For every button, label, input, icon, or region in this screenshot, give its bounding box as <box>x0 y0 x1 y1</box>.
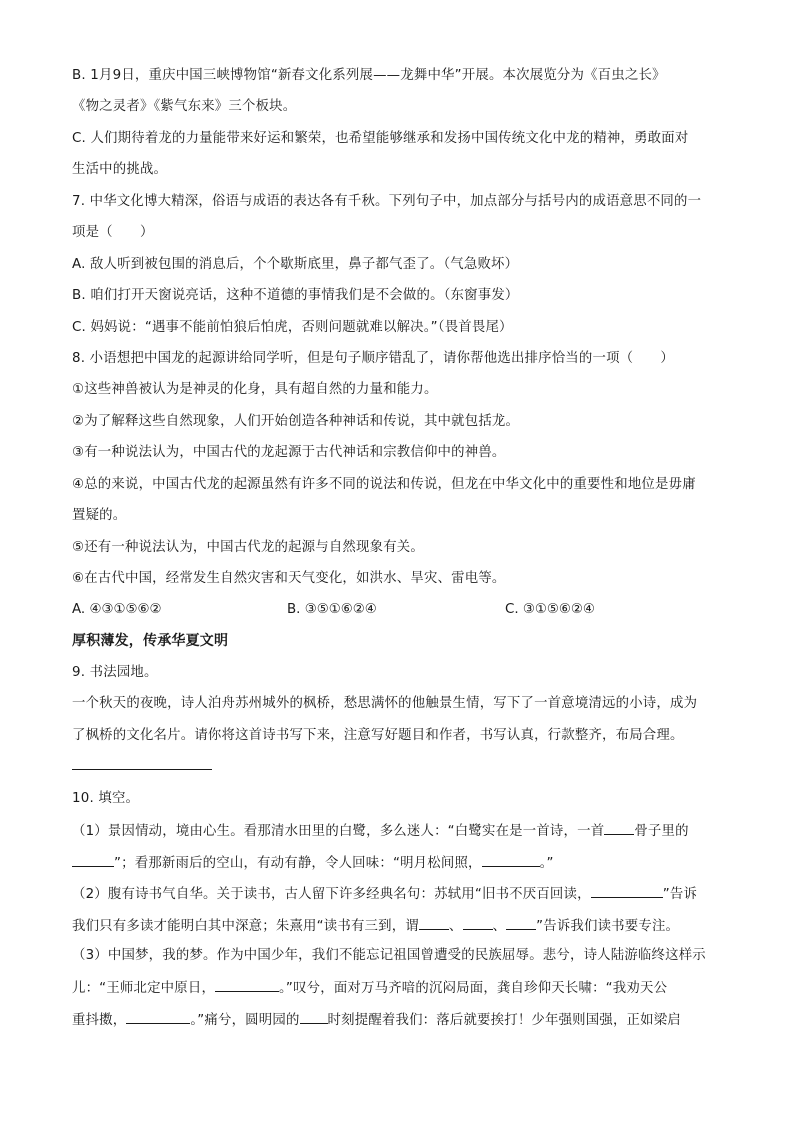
fill-3-text-b: 。”叹兮，面对万马齐喑的沉闷局面，龚自珍仰天长啸：“我劝天公 <box>279 981 668 996</box>
option-b-line-2: 《物之灵者》《紫气东来》三个板块。 <box>72 99 297 114</box>
fill-2-line-2 <box>72 915 679 937</box>
answer-blank[interactable] <box>591 883 663 898</box>
question-7-option-c: C. 妈妈说：“遇事不能前怕狼后怕虎，否则问题就难以解决。”（畏首畏尾） <box>72 320 513 335</box>
fill-1-line-1 <box>72 820 689 842</box>
fill-1-text-c: ”；看那新雨后的空山，有动有静，令人回味：“明月松间照， <box>114 856 482 871</box>
question-7-stem-line-1: 7. 中华文化博大精深，俗语与成语的表达各有千秋。下列句子中，加点部分与括号内的成语意思不同的一 <box>72 194 702 209</box>
fill-1-line-2 <box>72 852 554 874</box>
question-10-title: 10. 填空。 <box>72 791 140 806</box>
answer-blank[interactable] <box>506 915 536 930</box>
fill-2-text-b: ”告诉 <box>662 887 698 902</box>
section-heading: 厚积薄发，传承华夏文明 <box>72 633 229 649</box>
fill-3-line-1: （3）中国梦，我的梦。作为中国少年，我们不能忘记祖国曾遭受的民族屈辱。悲兮，诗人陆游临终这样示 <box>72 948 706 963</box>
fill-3-line-2 <box>72 977 667 999</box>
answer-blank[interactable] <box>482 852 540 867</box>
question-8-stem: 8. 小语想把中国龙的起源讲给同学听，但是句子顺序错乱了，请你帮他选出排序恰当的一项（ ） <box>72 351 675 366</box>
question-8-option-b: B. ③⑤①⑥②④ <box>287 602 377 617</box>
answer-blank[interactable] <box>126 1009 190 1024</box>
fill-2-text-f: ”告诉我们读书要专注。 <box>536 919 680 934</box>
fill-3-line-3 <box>72 1009 681 1031</box>
answer-blank[interactable] <box>72 852 114 867</box>
option-b-line-1: B. 1月9日，重庆中国三峡博物馆“新春文化系列展——龙舞中华”开展。本次展览分为《百虫之长》 <box>72 68 666 83</box>
fill-3-text-d: 。”痛兮，圆明园的 <box>190 1013 300 1028</box>
question-9-text-line-1: 一个秋天的夜晚，诗人泊舟苏州城外的枫桥，愁思满怀的他触景生情，写下了一首意境清远的小诗，成为 <box>72 696 698 711</box>
question-7-option-a: A. 敌人听到被包围的消息后，个个歇斯底里，鼻子都气歪了。（气急败坏） <box>72 257 519 272</box>
sentence-5: ⑤还有一种说法认为，中国古代龙的起源与自然现象有关。 <box>72 540 424 555</box>
sentence-4-line-2: 置疑的。 <box>72 508 127 523</box>
fill-2-text-a: （2）腹有诗书气自华。关于读书，古人留下许多经典名句：苏轼用“旧书不厌百回读， <box>72 887 591 902</box>
answer-blank[interactable] <box>215 977 279 992</box>
fill-1-text-b: 骨子里的 <box>634 824 689 839</box>
fill-1-text-a: （1）景因情动，境由心生。看那清水田里的白鹭，多么迷人：“白鹭实在是一首诗，一首 <box>72 824 605 839</box>
fill-3-text-c: 重抖擞， <box>72 1013 127 1028</box>
fill-2-text-e: 、 <box>492 919 507 934</box>
option-c-line-2: 生活中的挑战。 <box>72 162 168 177</box>
question-8-option-a: A. ④③①⑤⑥② <box>72 602 162 617</box>
sentence-1: ①这些神兽被认为是神灵的化身，具有超自然的力量和能力。 <box>72 382 438 397</box>
sentence-2: ②为了解释这些自然现象，人们开始创造各种神话和传说，其中就包括龙。 <box>72 414 520 429</box>
answer-blank[interactable] <box>604 820 634 835</box>
question-7-option-b: B. 咱们打开天窗说亮话，这种不道德的事情我们是不会做的。（东窗事发） <box>72 288 519 303</box>
question-8-option-c: C. ③①⑤⑥②④ <box>505 602 595 617</box>
fill-2-text-c: 我们只有多读才能明白其中深意；朱熹用“读书有三到，谓 <box>72 919 419 934</box>
fill-3-text-a: 儿：“王师北定中原日， <box>72 981 216 996</box>
answer-divider-line <box>72 769 212 770</box>
option-c-line-1: C. 人们期待着龙的力量能带来好运和繁荣，也希望能够继承和发扬中国传统文化中龙的精神，勇敢面对 <box>72 131 689 146</box>
answer-blank[interactable] <box>463 915 493 930</box>
sentence-6: ⑥在古代中国，经常发生自然灾害和天气变化，如洪水、旱灾、雷电等。 <box>72 571 506 586</box>
question-7-stem-line-2: 项是（ ） <box>72 225 154 240</box>
fill-3-text-e: 时刻提醒着我们：落后就要挨打！少年强则国强，正如梁启 <box>327 1013 681 1028</box>
answer-blank[interactable] <box>300 1009 328 1024</box>
answer-blank[interactable] <box>419 915 449 930</box>
sentence-4-line-1: ④总的来说，中国古代龙的起源虽然有许多不同的说法和传说，但龙在中华文化中的重要性和地位是毋庸 <box>72 477 696 492</box>
fill-1-text-d: 。” <box>539 856 554 871</box>
fill-2-text-d: 、 <box>448 919 463 934</box>
sentence-3: ③有一种说法认为，中国古代的龙起源于古代神话和宗教信仰中的神兽。 <box>72 445 506 460</box>
fill-2-line-1 <box>72 883 697 905</box>
question-9-title: 9. 书法园地。 <box>72 665 158 680</box>
question-9-text-line-2: 了枫桥的文化名片。请你将这首诗书写下来，注意写好题目和作者，书写认真，行款整齐，布局合理。 <box>72 728 684 743</box>
